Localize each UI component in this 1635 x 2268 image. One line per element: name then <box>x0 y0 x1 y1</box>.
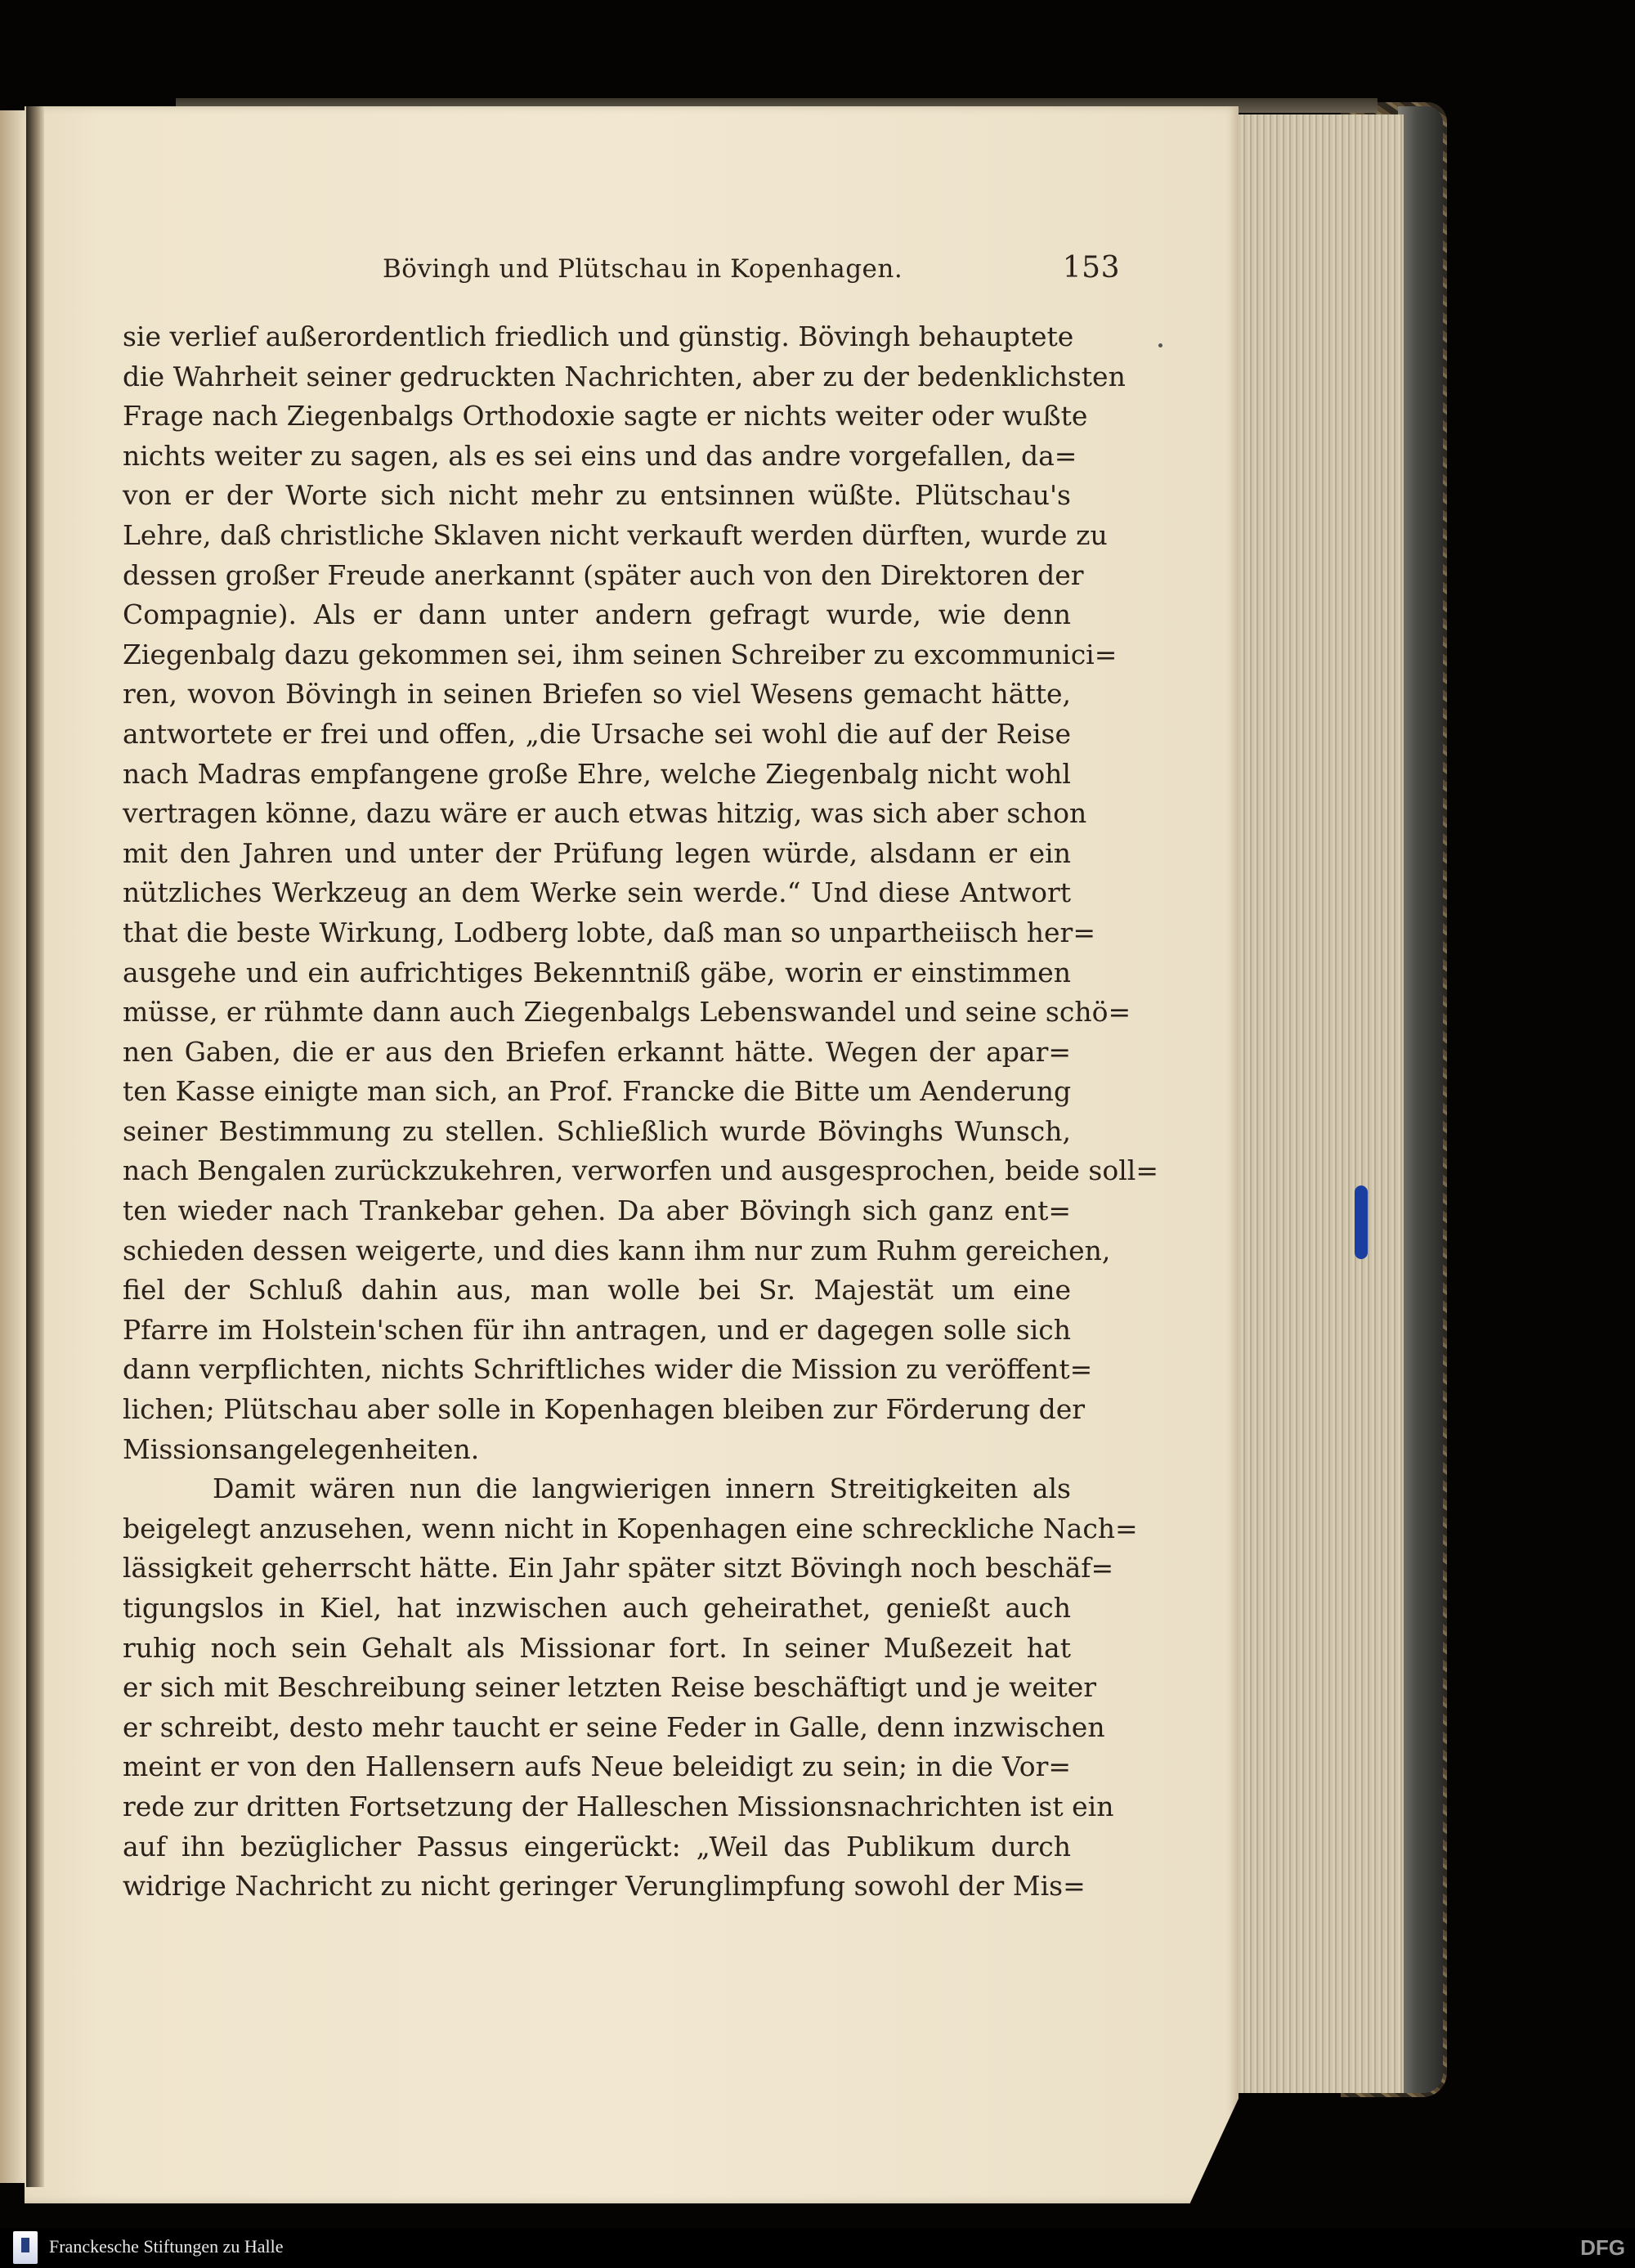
text-line: rede zur dritten Fortsetzung der Halleschen Missionsnachrichten ist ein <box>123 1790 1114 1822</box>
text-line: Missionsangelegenheiten. <box>123 1432 480 1465</box>
text-line: widrige Nachricht zu nicht geringer Verunglimpfung sowohl der Mis= <box>123 1870 1086 1903</box>
text-line: vertragen könne, dazu wäre er auch etwas hitzig, was sich aber schon <box>123 797 1087 830</box>
text-line: ausgehe und ein aufrichtiges Bekenntniß gäbe, worin er einstimmen <box>123 956 1071 988</box>
margin-mark <box>1158 343 1162 347</box>
text-line: er sich mit Beschreibung seiner letzten Reise beschäftigt und je weiter <box>123 1671 1097 1704</box>
text-line: mit den Jahren und unter der Prüfung legen würde, alsdann er ein <box>123 836 1071 869</box>
text-line: schieden dessen weigerte, und dies kann ihm nur zum Ruhm gereichen, <box>123 1234 1111 1266</box>
text-line: ten Kasse einigte man sich, an Prof. Francke die Bitte um Aenderung <box>123 1075 1072 1108</box>
page-edges <box>1226 114 1404 2093</box>
text-line: Damit wären nun die langwierigen innern Streitigkeiten als <box>213 1472 1071 1505</box>
institution-logo-icon <box>13 2231 38 2264</box>
body-text <box>123 317 1158 1907</box>
text-line: nen Gaben, die er aus den Briefen erkannt hätte. Wegen der apar= <box>123 1035 1071 1068</box>
text-line: tigungslos in Kiel, hat inzwischen auch geheirathet, genießt auch <box>123 1592 1071 1624</box>
text-line: müsse, er rühmte dann auch Ziegenbalgs Lebenswandel und seine schö= <box>123 996 1131 1029</box>
footer-bar <box>0 2228 1635 2268</box>
text-line: Compagnie). Als er dann unter andern gefragt wurde, wie denn <box>123 598 1071 631</box>
text-line: sie verlief außerordentlich friedlich und günstig. Bövingh behauptete <box>123 320 1074 352</box>
text-line: beigelegt anzusehen, wenn nicht in Kopenhagen eine schreckliche Nach= <box>123 1512 1138 1544</box>
running-title: Bövingh und Plütschau in Kopenhagen. <box>383 254 903 284</box>
text-line: nach Bengalen zurückzukehren, verworfen und ausgesprochen, beide soll= <box>123 1154 1158 1187</box>
text-line: Frage nach Ziegenbalgs Orthodoxie sagte er nichts weiter oder wußte <box>123 400 1088 433</box>
text-line: fiel der Schluß dahin aus, man wolle bei Sr. Majestät um eine <box>123 1274 1071 1307</box>
text-line: ten wieder nach Trankebar gehen. Da aber Bövingh sich ganz ent= <box>123 1195 1071 1227</box>
text-line: Ziegenbalg dazu gekommen sei, ihm seinen Schreiber zu excommunici= <box>123 638 1118 670</box>
facing-page <box>0 110 26 2183</box>
text-line: dann verpflichten, nichts Schriftliches wider die Mission zu veröffent= <box>123 1353 1093 1386</box>
text-line: that die beste Wirkung, Lodberg lobte, daß man so unpartheiisch her= <box>123 916 1095 948</box>
text-line: Pfarre im Holstein'schen für ihn antragen, und er dagegen solle sich <box>123 1313 1071 1346</box>
text-line: lässigkeit geherrscht hätte. Ein Jahr später sitzt Bövingh noch beschäf= <box>123 1552 1114 1584</box>
text-line: lichen; Plütschau aber solle in Kopenhagen bleiben zur Förderung der <box>123 1393 1086 1426</box>
text-line: von er der Worte sich nicht mehr zu entsinnen wüßte. Plütschau's <box>123 479 1071 512</box>
text-line: die Wahrheit seiner gedruckten Nachrichten, aber zu der bedenklichsten <box>123 360 1126 392</box>
page-number: 153 <box>1062 251 1120 285</box>
text-line: ren, wovon Bövingh in seinen Briefen so viel Wesens gemacht hätte, <box>123 678 1071 710</box>
gutter <box>26 106 44 2187</box>
text-line: Lehre, daß christliche Sklaven nicht verkauft werden dürften, wurde zu <box>123 518 1108 551</box>
text-line: ruhig noch sein Gehalt als Missionar fort. In seiner Mußezeit hat <box>123 1631 1071 1664</box>
text-line: dessen großer Freude anerkannt (später auch von den Direktoren der <box>123 558 1084 591</box>
text-line: nützliches Werkzeug an dem Werke sein werde.“ Und diese Antwort <box>123 876 1071 909</box>
text-line: nichts weiter zu sagen, als es sei eins und das andre vorgefallen, da= <box>123 439 1077 472</box>
text-line: auf ihn bezüglicher Passus eingerückt: „Weil das Publikum durch <box>123 1830 1071 1862</box>
text-line: er schreibt, desto mehr taucht er seine Feder in Galle, denn inzwischen <box>123 1710 1105 1743</box>
text-line: nach Madras empfangene große Ehre, welche Ziegenbalg nicht wohl <box>123 757 1071 790</box>
bookmark-ribbon <box>1355 1186 1368 1259</box>
text-line: meint er von den Hallensern aufs Neue beleidigt zu sein; in die Vor= <box>123 1750 1071 1783</box>
footer-source: Franckesche Stiftungen zu Halle <box>49 2236 284 2257</box>
book-cover-edge <box>1398 106 1443 2093</box>
text-line: seiner Bestimmung zu stellen. Schließlich wurde Bövinghs Wunsch, <box>123 1114 1071 1147</box>
running-head <box>383 248 1143 297</box>
text-line: antwortete er frei und offen, „die Ursache sei wohl die auf der Reise <box>123 717 1071 750</box>
dfg-logo: DFG <box>1580 2235 1625 2260</box>
